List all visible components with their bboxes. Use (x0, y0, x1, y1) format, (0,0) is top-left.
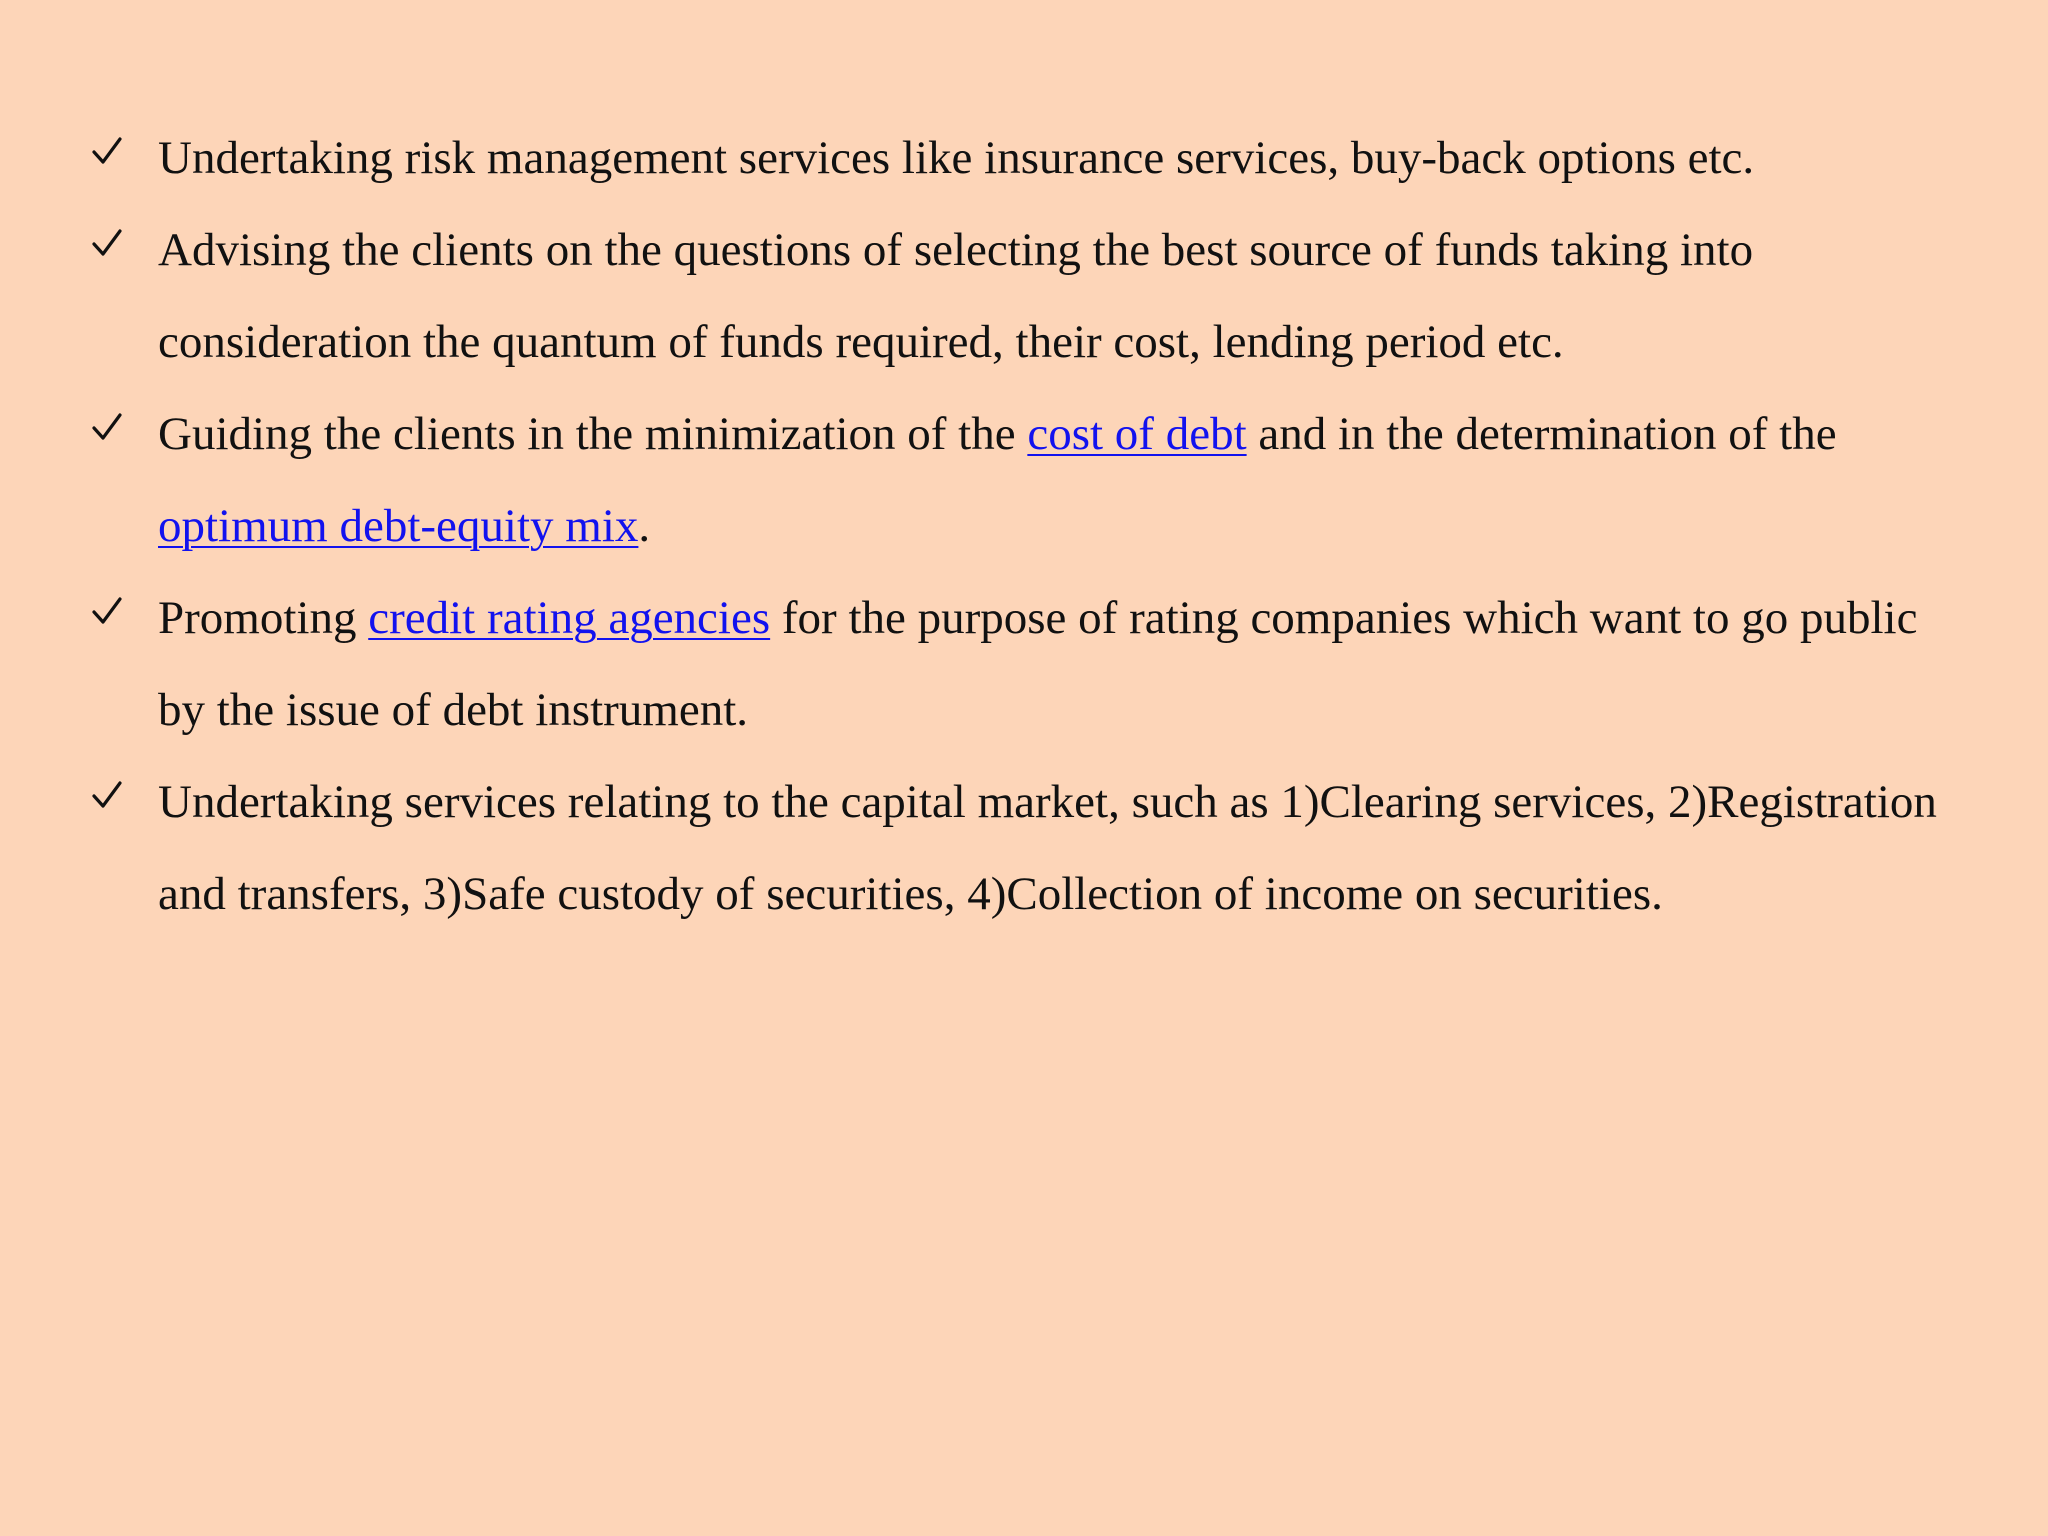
bullet-text: Undertaking services relating to the capital market, such as 1)Clearing services, 2)Registration and transfers, 3)Safe custody of securities, 4)Collection of income on securities. (158, 776, 1937, 920)
checkmark-icon (92, 756, 132, 848)
optimum-debt-equity-mix-link[interactable]: optimum debt-equity mix (158, 500, 639, 552)
checkmark-icon (92, 388, 132, 480)
bullet-text: Undertaking risk management services like insurance services, buy-back options etc. (158, 132, 1755, 184)
bullet-item-credit-rating (92, 572, 1972, 756)
bullet-text-after: . (638, 500, 651, 552)
bullet-text-after: for the purpose of rating companies which want to go public by the issue of debt instrument. (158, 592, 1918, 736)
checkmark-icon (92, 572, 132, 664)
credit-rating-agencies-link[interactable]: credit rating agencies (368, 592, 771, 644)
bullet-item-advising-clients (92, 204, 1972, 388)
bullet-text-middle: and in the determination of the (1246, 408, 1837, 460)
bullet-item-guiding-clients (92, 388, 1972, 572)
checkmark-icon (92, 204, 132, 296)
bullet-item-capital-market (92, 756, 1972, 940)
bullet-text-before: Promoting (158, 592, 369, 644)
bullet-text: Advising the clients on the questions of selecting the best source of funds taking into consideration the quantum of funds required, their cost, lending period etc. (158, 224, 1754, 368)
bullet-list (92, 112, 1972, 940)
checkmark-icon (92, 112, 132, 204)
bullet-item-risk-management (92, 112, 1972, 204)
bullet-text-before: Guiding the clients in the minimization of the (158, 408, 1028, 460)
cost-of-debt-link[interactable]: cost of debt (1027, 408, 1247, 460)
